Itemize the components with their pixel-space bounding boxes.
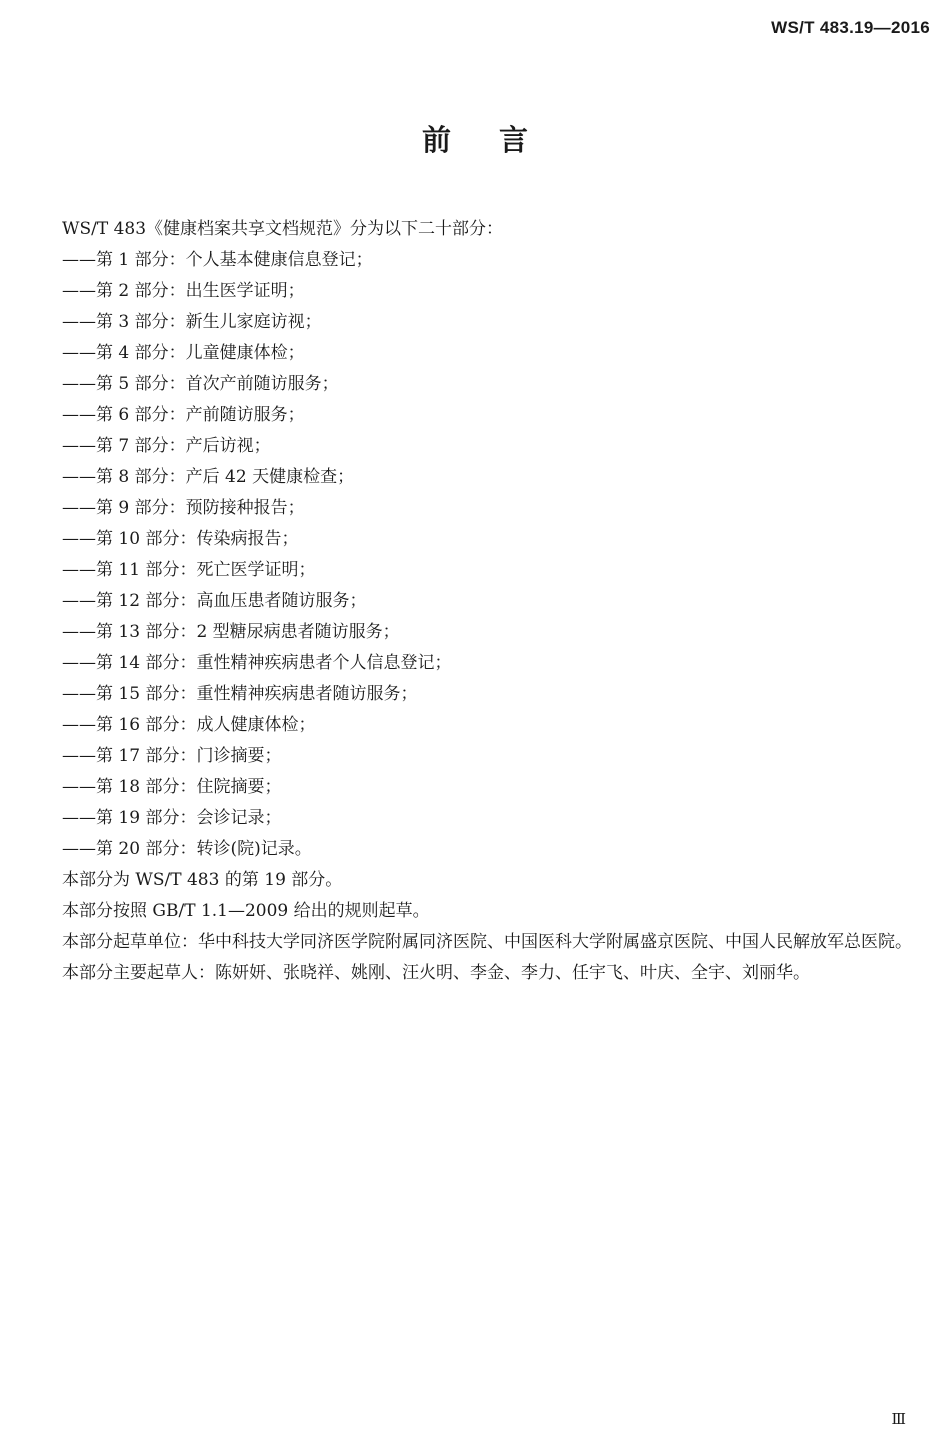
list-item: ——第 9 部分：预防接种报告； xyxy=(62,498,305,518)
list-item: ——第 13 部分：2 型糖尿病患者随访服务； xyxy=(62,622,400,642)
list-item: ——第 1 部分：个人基本健康信息登记； xyxy=(62,250,373,270)
intro-paragraph: WS/T 483《健康档案共享文档规范》分为以下二十部分： xyxy=(62,219,504,239)
standard-code-header: WS/T 483.19—2016 xyxy=(771,18,930,37)
drafting-units-statement: 本部分起草单位：华中科技大学同济医学院附属同济医院、中国医科大学附属盛京医院、中国人民解放军总医院。 xyxy=(62,932,912,952)
list-item: ——第 2 部分：出生医学证明； xyxy=(62,281,305,301)
list-item: ——第 7 部分：产后访视； xyxy=(62,436,271,456)
document-body xyxy=(22,214,932,989)
list-item: ——第 19 部分：会诊记录； xyxy=(62,808,282,828)
parts-list xyxy=(22,245,932,865)
drafting-rules-statement: 本部分按照 GB/T 1.1—2009 给出的规则起草。 xyxy=(62,901,430,921)
list-item: ——第 15 部分：重性精神疾病患者随访服务； xyxy=(62,684,418,704)
drafters-statement: 本部分主要起草人：陈妍妍、张晓祥、姚刚、汪火明、李金、李力、任宇飞、叶庆、全宇、刘丽华。 xyxy=(62,963,810,983)
list-item: ——第 14 部分：重性精神疾病患者个人信息登记； xyxy=(62,653,452,673)
page-title: 前言 xyxy=(421,123,576,157)
list-item: ——第 18 部分：住院摘要； xyxy=(62,777,282,797)
list-item: ——第 5 部分：首次产前随访服务； xyxy=(62,374,339,394)
list-item: ——第 8 部分：产后 42 天健康检查； xyxy=(62,467,355,487)
list-item: ——第 3 部分：新生儿家庭访视； xyxy=(62,312,322,332)
list-item: ——第 6 部分：产前随访服务； xyxy=(62,405,305,425)
list-item: ——第 10 部分：传染病报告； xyxy=(62,529,299,549)
list-item: ——第 17 部分：门诊摘要； xyxy=(62,746,282,766)
list-item: ——第 16 部分：成人健康体检； xyxy=(62,715,316,735)
list-item: ——第 20 部分：转诊(院)记录。 xyxy=(62,839,312,859)
list-item: ——第 4 部分：儿童健康体检； xyxy=(62,343,305,363)
list-item: ——第 11 部分：死亡医学证明； xyxy=(62,560,316,580)
list-item: ——第 12 部分：高血压患者随访服务； xyxy=(62,591,367,611)
page-number: Ⅲ xyxy=(891,1410,906,1428)
this-part-statement: 本部分为 WS/T 483 的第 19 部分。 xyxy=(62,870,343,890)
